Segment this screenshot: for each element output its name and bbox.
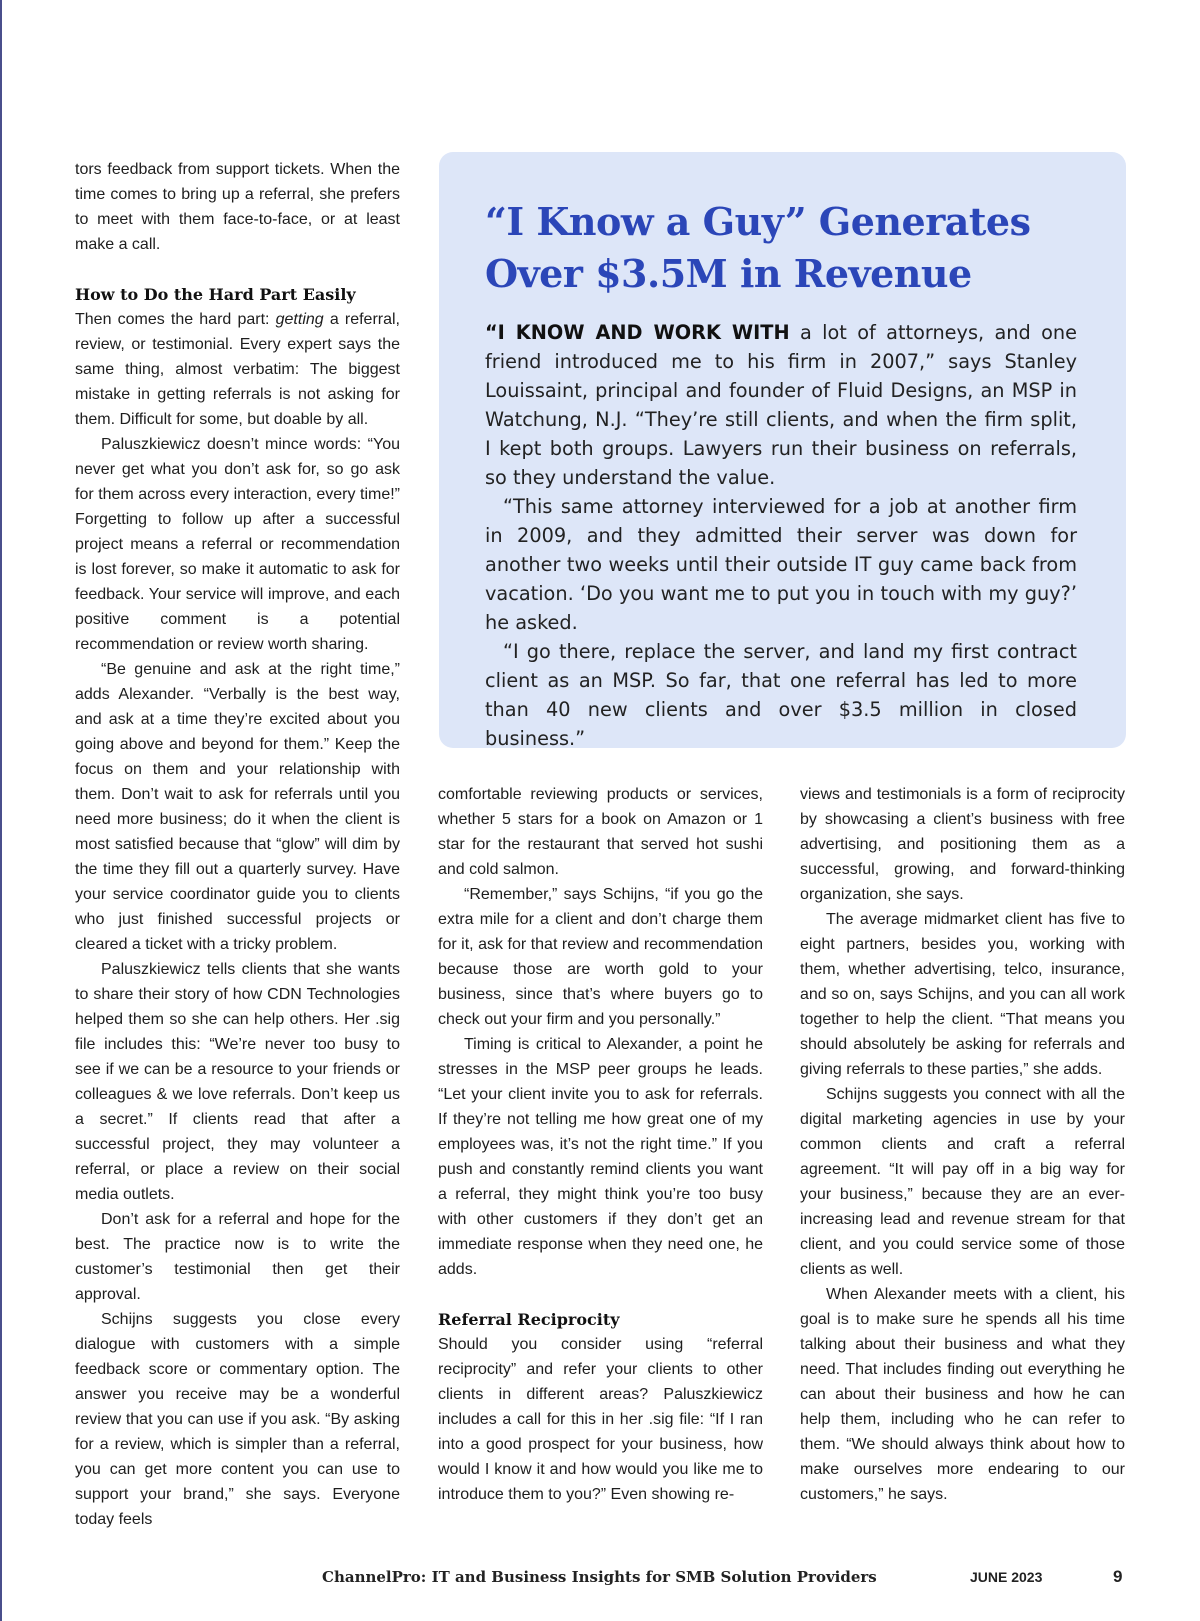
sidebar-title-line1: “I Know a Guy” Generates xyxy=(485,199,1031,244)
sidebar-body xyxy=(485,318,1077,753)
sidebar-title xyxy=(485,196,1105,300)
left-edge-rule xyxy=(0,0,2,1621)
section-heading: Referral Reciprocity xyxy=(438,1310,620,1329)
sidebar-paragraph xyxy=(485,318,1077,492)
body-paragraph: When Alexander meets with a client, his goal is to make sure he spends all his time talking about their business and what they need. That includes finding out everything he can about their business and how he can help them, including who he can refer to them. “We should always think about how to make ourselves more endearing to our customers,” he says. xyxy=(800,1286,1125,1503)
body-text: Then comes the hard part: xyxy=(75,311,276,328)
body-paragraph: The average midmarket client has five to eight partners, besides you, working with them, whether advertising, telco, insurance, and so on, says Schijns, and you can all work together to help the client. “That means you should absolutely be asking for referrals and giving referrals to these parties,” she adds. xyxy=(800,911,1125,1078)
article-column-2 xyxy=(438,782,763,1507)
body-paragraph: Paluszkiewicz doesn’t mince words: “You never get what you don’t ask for, so go ask for them across every interaction, every time!” Forgetting to follow up after a successful project means a referral or recommendation is lost forever, so make it automatic to ask for feedback. Your service will improve, and each positive comment is a potential recommendation or review worth sharing. xyxy=(75,436,400,653)
footer-publication-title: ChannelPro: IT and Business Insights for SMB Solution Providers xyxy=(322,1568,877,1586)
body-paragraph: Schijns suggests you close every dialogue with customers with a simple feedback score or commentary option. The answer you receive may be a wonderful review that you can use if you ask. “By asking for a review, which is simpler than a referral, you can get more content you can use to support your brand,” she says. Everyone today feels xyxy=(75,1311,400,1528)
emphasis-text: getting xyxy=(275,311,324,328)
sidebar-paragraph: “This same attorney interviewed for a job at another firm in 2009, and they admitted their server was down for another two weeks until their outside IT guy came back from vacation. ‘Do you want me to put you in touch with my guy?’ he asked. xyxy=(485,495,1077,634)
sidebar-title-line2: Over $3.5M in Revenue xyxy=(485,251,972,296)
body-paragraph: “Remember,” says Schijns, “if you go the extra mile for a client and don’t charge them for it, ask for that review and recommendation because those are worth gold to your business, since that’s where buyers go to check out your firm and you personally.” xyxy=(438,886,763,1028)
section-heading: How to Do the Hard Part Easily xyxy=(75,285,356,304)
body-paragraph: comfortable reviewing products or services, whether 5 stars for a book on Amazon or 1 star for the restaurant that served hot sushi and cold salmon. xyxy=(438,786,763,878)
body-paragraph: views and testimonials is a form of reciprocity by showcasing a client’s business with free advertising, and positioning them as a successful, growing, and forward-thinking organization, she says. xyxy=(800,786,1125,903)
sidebar-box xyxy=(439,152,1126,748)
body-paragraph: Timing is critical to Alexander, a point he stresses in the MSP peer groups he leads. “Let your client invite you to ask for referrals. If they’re not telling me how great one of my employees was, it’s not the right time.” If you push and constantly remind clients you want a referral, they might think you’re too busy with other customers if they don’t get an immediate response when they need one, he adds. xyxy=(438,1036,763,1278)
sidebar-paragraph: “I go there, replace the server, and land my first contract client as an MSP. So far, that one referral has led to more than 40 new clients and over $3.5 million in closed business.” xyxy=(485,640,1077,750)
body-paragraph: Don’t ask for a referral and hope for the best. The practice now is to write the customer’s testimonial then get their approval. xyxy=(75,1211,400,1303)
footer-issue-date: JUNE 2023 xyxy=(970,1569,1043,1585)
article-column-1 xyxy=(75,157,400,1532)
body-paragraph: Paluszkiewicz tells clients that she wants to share their story of how CDN Technologies helped them so she can help others. Her .sig file includes this: “We’re never too busy to see if we can be a resource to your friends or colleagues & we love referrals. Don’t keep us a secret.” If clients read that after a successful project, they may volunteer a referral, or place a review on their social media outlets. xyxy=(75,961,400,1203)
sidebar-lead-caps: “I KNOW AND WORK WITH xyxy=(485,321,790,344)
body-paragraph: tors feedback from support tickets. When the time comes to bring up a referral, she prefers to meet with them face-to-face, or at least make a call. xyxy=(75,161,400,253)
body-paragraph: Schijns suggests you connect with all the digital marketing agencies in use by your common clients and craft a referral agreement. “It will pay off in a big way for your business,” because they are an ever-increasing lead and revenue stream for that client, and you could service some of those clients as well. xyxy=(800,1086,1125,1278)
body-text: a referral, review, or testimonial. Every expert says the same thing, almost verbatim: The biggest mistake in getting referrals is not asking for them. Difficult for some, but doable by all. xyxy=(75,311,400,428)
body-paragraph xyxy=(75,307,400,432)
article-column-3 xyxy=(800,782,1125,1507)
body-paragraph: “Be genuine and ask at the right time,” adds Alexander. “Verbally is the best way, and ask at a time they’re excited about you going above and beyond for them.” Keep the focus on them and your relationship with them. Don’t wait to ask for referrals until you need more business; do it when the client is most satisfied because that “glow” will dim by the time they fill out a quarterly survey. Have your service coordinator guide you to clients who just finished successful projects or cleared a ticket with a tricky problem. xyxy=(75,661,400,953)
sidebar-lead-text: a lot of attorneys, and one friend introduced me to his firm in 2007,” says Stanley Louissaint, principal and founder of Fluid Designs, an MSP in Watchung, N.J. “They’re still clients, and when the firm split, I kept both groups. Lawyers run their business on referrals, so they understand the value. xyxy=(485,321,1077,489)
body-paragraph: Should you consider using “referral reciprocity” and refer your clients to other clients in different areas? Paluszkiewicz includes a call for this in her .sig file: “If I ran into a good prospect for your business, how would I know it and how would you like me to introduce them to you?” Even showing re- xyxy=(438,1336,763,1503)
page-number: 9 xyxy=(1113,1567,1123,1586)
